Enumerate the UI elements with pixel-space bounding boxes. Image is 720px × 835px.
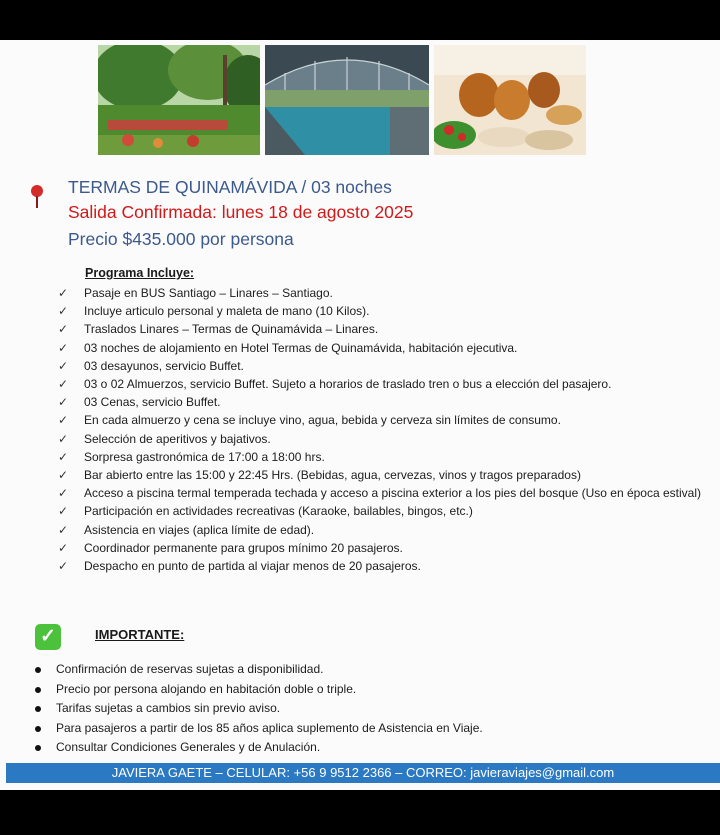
checkmark-icon: ✓ <box>58 504 69 519</box>
page-title: TERMAS DE QUINAMÁVIDA / 03 noches <box>68 177 392 197</box>
list-item: ✓ Selección de aperitivos y bajativos. <box>58 430 718 448</box>
checkmark-icon: ✓ <box>58 431 69 446</box>
list-item: ✓ 03 Cenas, servicio Buffet. <box>58 393 718 411</box>
thermal-pool-photo <box>265 45 429 155</box>
bullet-icon <box>35 706 41 712</box>
checkmark-icon: ✓ <box>58 322 69 337</box>
list-item: ✓ 03 o 02 Almuerzos, servicio Buffet. Sujeto a horarios de traslado tren o bus a elección del pasajero. <box>58 375 718 393</box>
list-item: ✓ Coordinador permanente para grupos mínimo 20 pasajeros. <box>58 539 718 557</box>
map-pin-icon <box>28 183 46 209</box>
list-item: ✓ Despacho en punto de partida al viajar menos de 20 pasajeros. <box>58 557 718 575</box>
list-item: ✓ Bar abierto entre las 15:00 y 22:45 Hrs. (Bebidas, agua, cervezas, vinos y tragos preparados) <box>58 466 718 484</box>
checkmark-icon: ✓ <box>58 304 69 319</box>
departure-date: Salida Confirmada: lunes 18 de agosto 2025 <box>68 202 414 222</box>
bullet-icon <box>35 667 41 673</box>
check-box-icon: ✓ <box>35 624 61 650</box>
checkmark-icon: ✓ <box>58 377 69 392</box>
checkmark-icon: ✓ <box>58 559 69 574</box>
list-item: ✓ Acceso a piscina termal temperada techada y acceso a piscina exterior a los pies del bosque (Uso en época estival) <box>58 484 718 502</box>
bullet-icon <box>35 726 41 732</box>
checkmark-icon: ✓ <box>58 468 69 483</box>
buffet-photo <box>434 45 586 155</box>
important-heading: IMPORTANTE: <box>95 627 185 642</box>
checkmark-icon: ✓ <box>58 340 69 355</box>
program-list <box>58 284 718 575</box>
checkmark-icon: ✓ <box>58 486 69 501</box>
list-item: Consultar Condiciones Generales y de Anulación. <box>35 738 715 758</box>
bullet-icon <box>35 687 41 693</box>
flyer <box>0 40 720 790</box>
list-item: ✓ Sorpresa gastronómica de 17:00 a 18:00 hrs. <box>58 448 718 466</box>
list-item: ✓ Pasaje en BUS Santiago – Linares – Santiago. <box>58 284 718 302</box>
checkmark-icon: ✓ <box>58 413 69 428</box>
list-item: ✓ 03 noches de alojamiento en Hotel Termas de Quinamávida, habitación ejecutiva. <box>58 339 718 357</box>
important-list <box>35 660 715 758</box>
program-heading: Programa Incluye: <box>85 266 195 280</box>
list-item: ✓ Participación en actividades recreativas (Karaoke, bailables, bingos, etc.) <box>58 502 718 520</box>
list-item: ✓ En cada almuerzo y cena se incluye vino, agua, bebida y cerveza sin límites de consumo. <box>58 411 718 429</box>
checkmark-icon: ✓ <box>58 449 69 464</box>
bullet-icon <box>35 745 41 751</box>
contact-footer: JAVIERA GAETE – CELULAR: +56 9 9512 2366 – CORREO: javieraviajes@gmail.com <box>6 763 720 783</box>
checkmark-icon: ✓ <box>58 540 69 555</box>
list-item: Confirmación de reservas sujetas a disponibilidad. <box>35 660 715 680</box>
checkmark-icon: ✓ <box>58 286 69 300</box>
list-item: ✓ Incluye articulo personal y maleta de mano (10 Kilos). <box>58 302 718 320</box>
list-item: Tarifas sujetas a cambios sin previo aviso. <box>35 699 715 719</box>
price: Precio $435.000 por persona <box>68 229 294 249</box>
garden-photo <box>98 45 260 155</box>
checkmark-icon: ✓ <box>58 395 69 410</box>
checkmark-icon: ✓ <box>58 358 69 373</box>
list-item: ✓ Asistencia en viajes (aplica límite de edad). <box>58 521 718 539</box>
list-item: ✓ 03 desayunos, servicio Buffet. <box>58 357 718 375</box>
list-item: ✓ Traslados Linares – Termas de Quinamávida – Linares. <box>58 320 718 338</box>
list-item: Para pasajeros a partir de los 85 años aplica suplemento de Asistencia en Viaje. <box>35 719 715 739</box>
checkmark-icon: ✓ <box>58 522 69 537</box>
list-item: Precio por persona alojando en habitación doble o triple. <box>35 680 715 700</box>
